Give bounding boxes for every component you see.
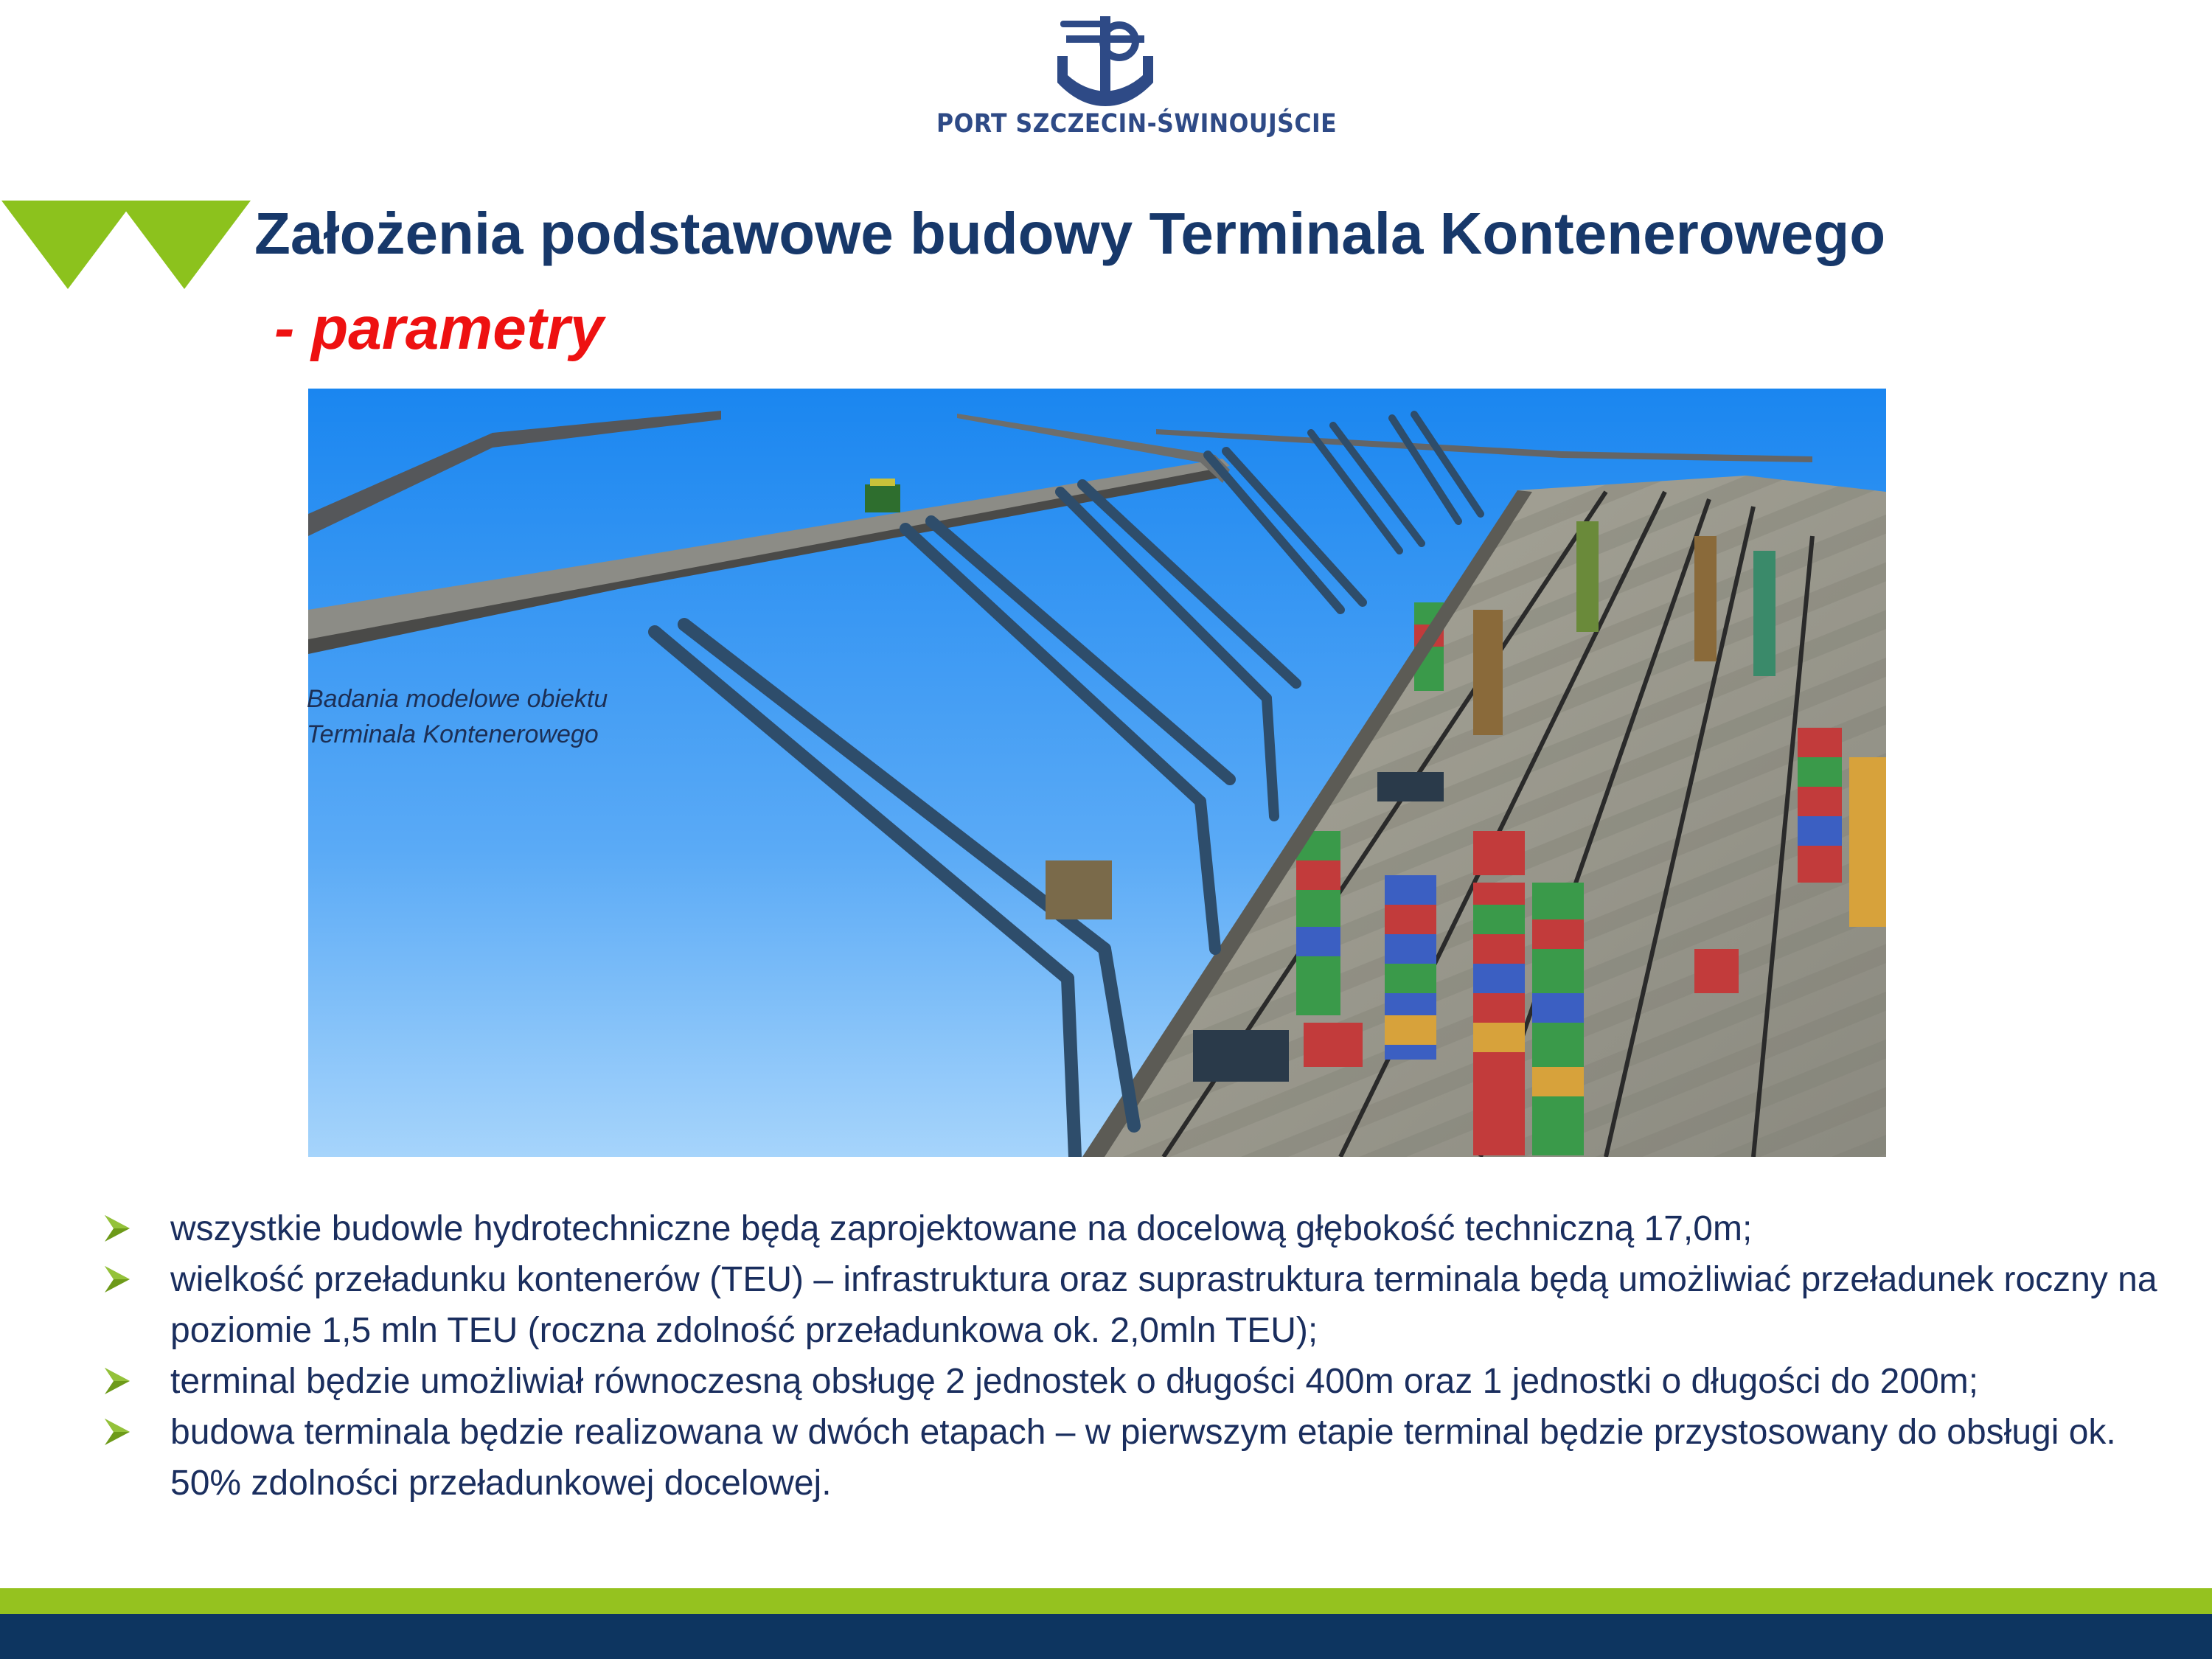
list-item (103, 1254, 2168, 1356)
slide-subtitle: - parametry (274, 295, 604, 362)
terminal-model-render (308, 389, 1886, 1157)
arrowhead-bullet-icon (103, 1419, 131, 1445)
list-item-text: budowa terminala będzie realizowana w dwóch etapach – w pierwszym etapie terminal będzie przystosowany do obsługi ok. 50% zdolności przeładunkowej docelowej. (170, 1413, 2116, 1503)
arrowhead-bullet-icon (103, 1215, 131, 1242)
list-item (103, 1407, 2168, 1509)
anchor-icon (1054, 15, 1158, 107)
accent-triangle-right (118, 201, 251, 289)
footer-band-blue (0, 1614, 2212, 1659)
arrowhead-bullet-icon (103, 1368, 131, 1394)
list-item-text: wielkość przeładunku kontenerów (TEU) – infrastruktura oraz suprastruktura terminala będą umożliwiać przeładunek roczny na poziomie 1,5 mln TEU (roczna zdolność przeładunkowa ok. 2,0mln TEU); (170, 1260, 2157, 1350)
port-logo (936, 15, 1338, 140)
figure-caption-line2: Terminala Kontenerowego (307, 720, 599, 748)
logo-text: PORT SZCZECIN-ŚWINOUJŚCIE (936, 109, 1338, 139)
footer-band-green (0, 1588, 2212, 1614)
arrowhead-bullet-icon (103, 1266, 131, 1293)
figure-caption-line1: Badania modelowe obiektu (307, 685, 608, 713)
list-item (103, 1356, 2168, 1407)
list-item-text: terminal będzie umożliwiał równoczesną obsługę 2 jednostek o długości 400m oraz 1 jednostki o długości do 200m; (170, 1362, 1979, 1401)
list-item-text: wszystkie budowle hydrotechniczne będą zaprojektowane na docelową głębokość techniczną 17,0m; (170, 1209, 1753, 1248)
accent-triangle-left (1, 201, 134, 289)
bullet-list (103, 1203, 2168, 1509)
list-item (103, 1203, 2168, 1254)
slide-title: Założenia podstawowe budowy Terminala Kontenerowego (254, 201, 1886, 266)
figure-caption (307, 682, 608, 752)
